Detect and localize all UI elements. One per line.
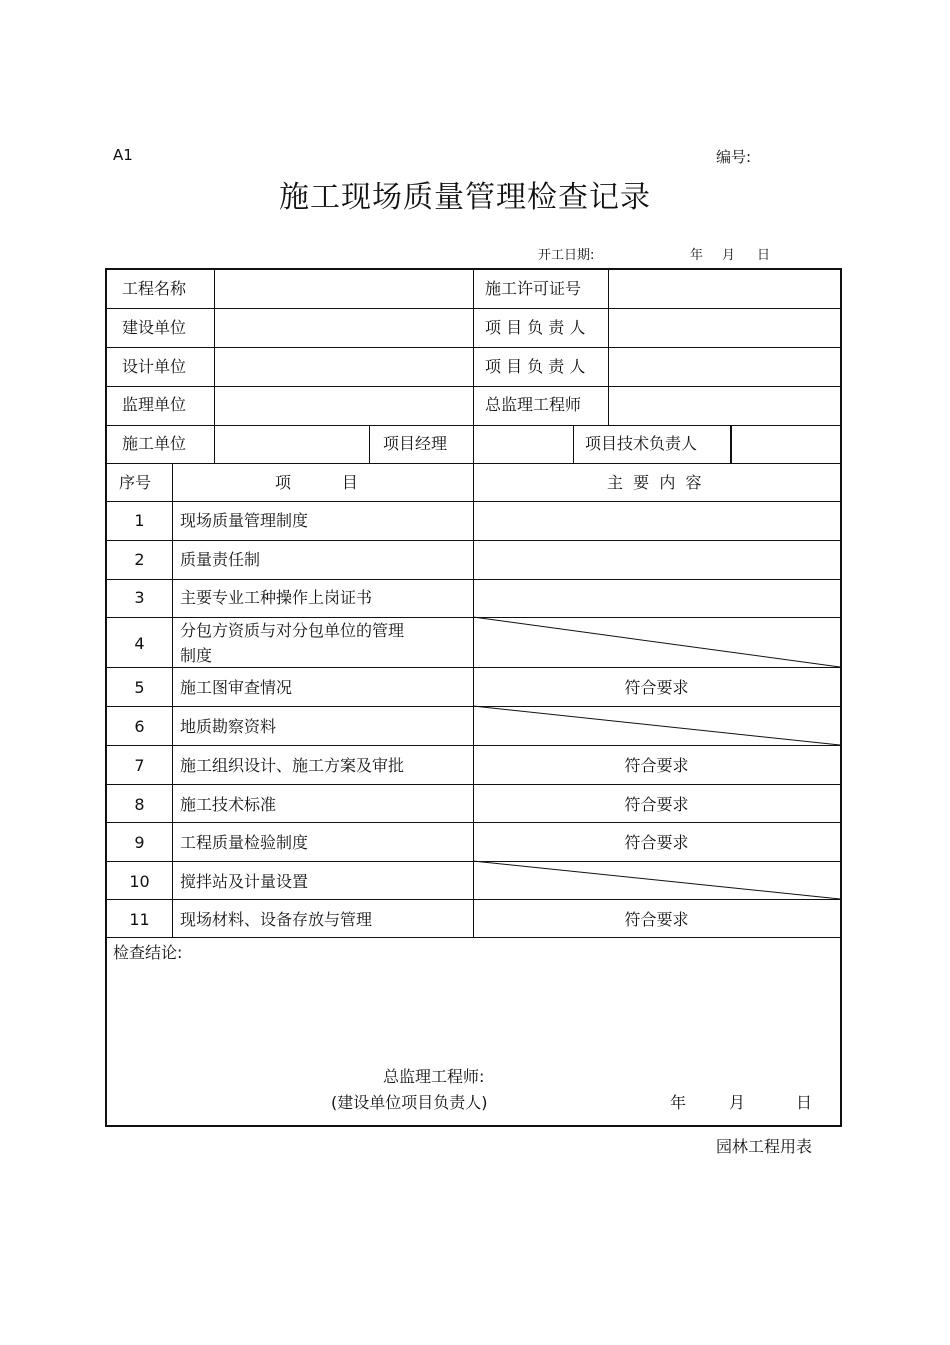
- document-title: 施工现场质量管理检查记录: [279, 180, 651, 215]
- owner-project-leader-label: 项 目 负 责 人: [485, 318, 586, 337]
- item-name: 质量责任制: [180, 550, 261, 569]
- owner-leader-signature-label: (建设单位项目负责人): [331, 1093, 488, 1112]
- owner-unit-label: 建设单位: [122, 318, 187, 337]
- item-name: 分包方资质与对分包单位的管理: [180, 621, 405, 640]
- item-content: 符合要求: [624, 833, 689, 852]
- item-no: 5: [134, 678, 145, 697]
- supervision-unit-label: 监理单位: [122, 395, 187, 414]
- design-unit-label: 设计单位: [122, 357, 187, 376]
- item-name: 工程质量检验制度: [180, 833, 309, 852]
- conclusion-date-day: 日: [796, 1093, 813, 1112]
- chief-supervisor-signature-label: 总监理工程师:: [383, 1067, 485, 1086]
- conclusion-date-year: 年: [670, 1093, 687, 1112]
- item-no: 1: [134, 511, 145, 530]
- start-date-label: 开工日期:: [538, 248, 595, 263]
- item-name: 搅拌站及计量设置: [180, 872, 309, 891]
- diagonal-item-6: [473, 706, 840, 745]
- column-header-no: 序号: [119, 473, 152, 492]
- diagonal-item-4: [473, 617, 840, 667]
- item-name-continued: 制度: [180, 646, 213, 665]
- item-name: 主要专业工种操作上岗证书: [180, 588, 373, 607]
- item-no: 11: [129, 910, 150, 929]
- item-name: 施工组织设计、施工方案及审批: [180, 756, 405, 775]
- form-code: A1: [113, 146, 133, 164]
- chief-supervisor-label: 总监理工程师: [485, 395, 582, 414]
- not-applicable-diagonals: [107, 270, 840, 1125]
- item-name: 现场材料、设备存放与管理: [180, 910, 373, 929]
- project-name-label: 工程名称: [122, 279, 187, 298]
- item-no: 8: [134, 795, 145, 814]
- item-content: 符合要求: [624, 910, 689, 929]
- item-name: 施工图审查情况: [180, 678, 293, 697]
- serial-number-label: 编号:: [716, 148, 752, 166]
- project-manager-label: 项目经理: [383, 434, 448, 453]
- item-name: 地质勘察资料: [180, 717, 277, 736]
- item-no: 6: [134, 717, 145, 736]
- construction-permit-label: 施工许可证号: [485, 279, 582, 298]
- construction-unit-label: 施工单位: [122, 434, 187, 453]
- item-no: 10: [129, 872, 150, 891]
- technical-leader-label: 项目技术负责人: [585, 434, 698, 453]
- item-name: 现场质量管理制度: [180, 511, 309, 530]
- item-no: 3: [134, 588, 145, 607]
- conclusion-date-month: 月: [729, 1093, 746, 1112]
- item-no: 2: [134, 550, 145, 569]
- diagonal-item-10: [473, 861, 840, 899]
- column-header-content: 主 要 内 容: [607, 473, 702, 492]
- start-date-year: 年: [690, 248, 704, 263]
- item-no: 9: [134, 833, 145, 852]
- item-no: 4: [134, 634, 145, 653]
- column-header-item: 项 目: [275, 473, 358, 492]
- start-date-day: 日: [757, 248, 771, 263]
- form-footer-note: 园林工程用表: [716, 1137, 813, 1156]
- conclusion-label: 检查结论:: [113, 943, 183, 962]
- item-name: 施工技术标准: [180, 795, 277, 814]
- design-project-leader-label: 项 目 负 责 人: [485, 357, 586, 376]
- item-content: 符合要求: [624, 756, 689, 775]
- item-content: 符合要求: [624, 678, 689, 697]
- item-content: 符合要求: [624, 795, 689, 814]
- inspection-form-table: [105, 268, 842, 1127]
- item-no: 7: [134, 756, 145, 775]
- start-date-month: 月: [722, 248, 736, 263]
